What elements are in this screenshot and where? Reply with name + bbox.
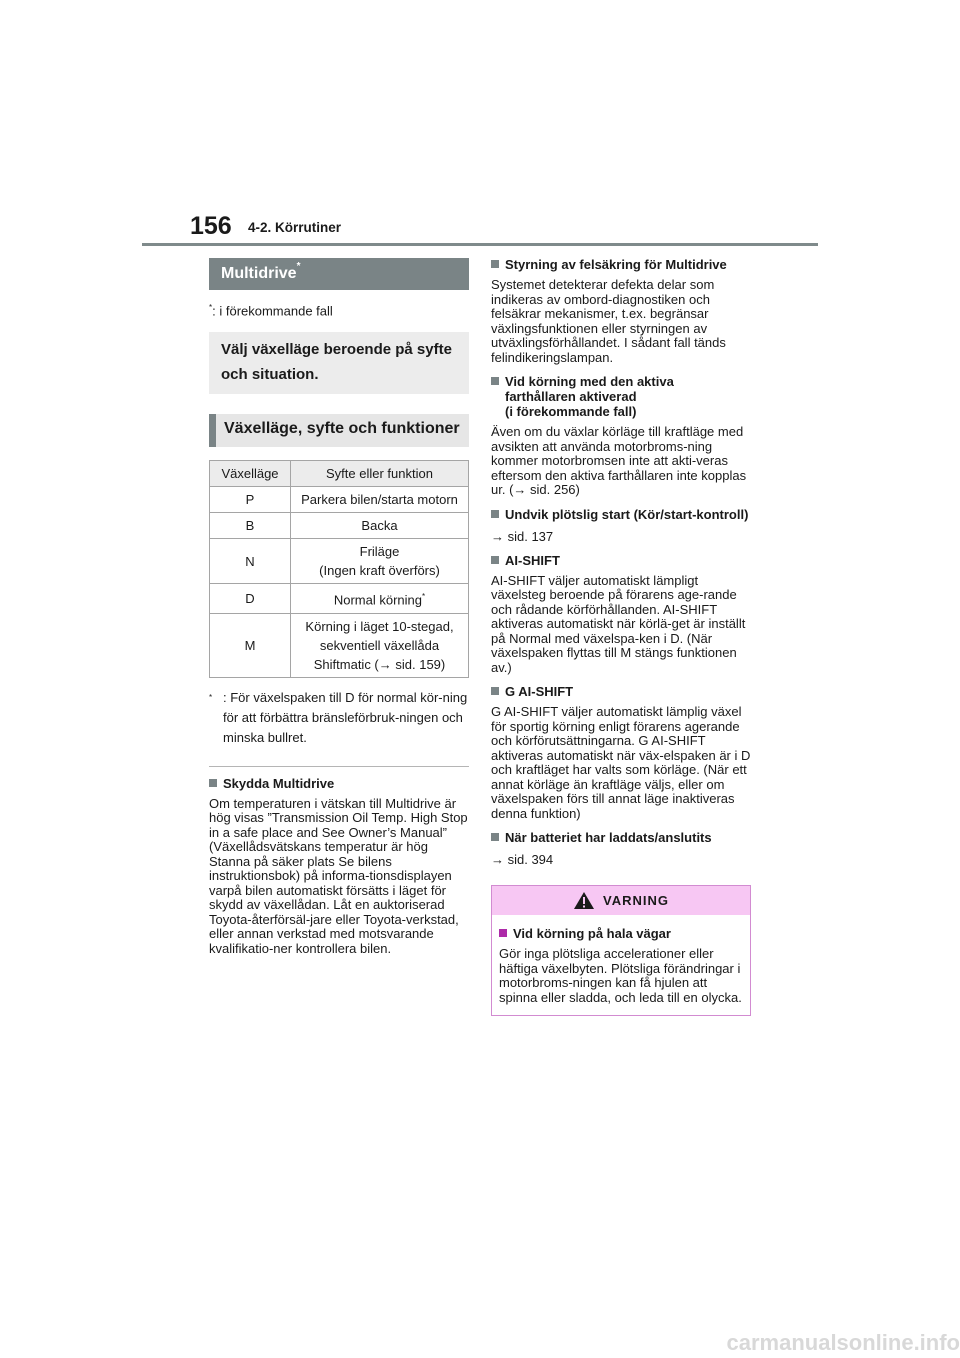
warning-body — [492, 915, 750, 1015]
gear-cell: N — [210, 539, 291, 584]
bullet-square-icon — [491, 377, 499, 385]
gear-cell: D — [210, 584, 291, 613]
warning-text: Gör inga plötsliga accelerationer eller häftiga växelbyten. Plötsliga förändringar i motorbroms-ningen kan få hjulen att spinna eller sladda, och leda till en olycka. — [499, 946, 742, 1005]
gear-cell: B — [210, 513, 291, 539]
warning-triangle-icon — [573, 891, 595, 910]
function-line: sekventiell växellåda — [319, 637, 440, 653]
sudden-start-title: Undvik plötslig start (Kör/start-kontroll) — [505, 506, 749, 522]
table-section-heading: Växelläge, syfte och funktioner — [209, 414, 469, 447]
ai-shift-heading — [491, 553, 753, 568]
cruise-body: Även om du växlar körläge till kraftläge med avsikten att använda motorbroms-ning kommer motorbromsen inte att akti-veras eftersom den aktiva farthållaren inte kopplas ur. (→ sid. 256) — [491, 424, 747, 497]
table-row — [210, 539, 469, 584]
table-footnote — [209, 688, 469, 748]
watermark: carmanualsonline.info — [726, 1330, 960, 1355]
header-rule — [142, 243, 818, 246]
footnote-mark-wrap — [209, 688, 223, 748]
cruise-title — [505, 374, 674, 419]
ai-shift-title: AI-SHIFT — [505, 552, 560, 568]
sudden-start-heading — [491, 507, 753, 522]
cruise-title-line: farthållaren aktiverad — [505, 389, 637, 404]
cruise-heading — [491, 374, 753, 419]
warning-box — [491, 885, 751, 1016]
warning-header — [492, 886, 750, 915]
cruise-title-line: Vid körning med den aktiva — [505, 374, 674, 389]
note-mark: * — [209, 303, 213, 312]
function-cell — [291, 613, 469, 677]
function-mark: * — [422, 592, 426, 602]
bullet-square-icon — [499, 929, 507, 937]
table-row — [210, 487, 469, 513]
table-row — [210, 513, 469, 539]
battery-heading — [491, 830, 753, 845]
bullet-square-icon — [209, 779, 217, 787]
failsafe-heading — [491, 257, 753, 272]
function-cell: Backa — [291, 513, 469, 539]
battery-ref: → sid. 394 — [491, 852, 554, 867]
warning-heading — [499, 926, 743, 941]
gear-cell: M — [210, 613, 291, 677]
battery-title: När batteriet har laddats/anslutits — [505, 830, 712, 845]
multidrive-heading — [209, 258, 469, 290]
intro-box: Välj växelläge beroende på syfte och situation. — [209, 332, 469, 394]
warning-title: Vid körning på hala vägar — [513, 926, 671, 941]
failsafe-body: Systemet detekterar defekta delar som indikeras av ombord-diagnostiken och felsäkrar mekanismer, t.ex. begränsar växlingsfunktionen eller styrningen av utväxlingsförhållandet. I sådant fall tänds felindikeringslampan. — [491, 277, 726, 365]
left-column — [209, 258, 469, 956]
gear-cell: P — [210, 487, 291, 513]
table-row — [210, 613, 469, 677]
function-line: (Ingen kraft överförs) — [319, 563, 440, 579]
bullet-square-icon — [491, 510, 499, 518]
protect-heading — [209, 776, 469, 791]
multidrive-title: Multidrive — [221, 265, 297, 282]
gear-table — [209, 460, 469, 677]
availability-note — [209, 299, 469, 319]
section-title: 4-2. Körrutiner — [248, 220, 342, 235]
g-ai-shift-title: G AI-SHIFT — [505, 684, 574, 699]
header-function: Syfte eller funktion — [291, 461, 469, 487]
g-ai-shift-body: G AI-SHIFT väljer automatiskt lämplig växel för sportig körning enligt förarens agerande och körförutsättningarna. G AI-SHIFT aktiveras automatiskt när väx-elspaken är i D och kraftläget har valts som körläge. (När ett annat körläge än kraftläge väljs, eller om växelspaken förs till annat läge inaktiveras denna funktion) — [491, 704, 751, 821]
protect-title: Skydda Multidrive — [223, 775, 335, 791]
g-ai-shift-heading — [491, 684, 753, 699]
protect-body: Om temperaturen i vätskan till Multidrive är hög visas ”Transmission Oil Temp. High Stop in a safe place and See Owner’s Manual” (Växellådsvätskans temperatur är hög Stanna på säker plats Se bilens instruktionsbok) på informa-tionsdisplayen varpå bilen automatiskt försätts i läget för skydd av växellådan. Låt en auktoriserad Toyota-återförsäl-jare eller Toyota-verkstad, eller annan verkstad med motsvarande kvalifikatio-ner kontrollera bilen. — [209, 795, 468, 956]
footnote-text: : För växelspaken till D för normal kör-ning för att förbättra bränsleförbruk-ningen och minska bullret. — [223, 689, 468, 745]
right-column — [491, 257, 753, 1016]
bullet-square-icon — [491, 556, 499, 564]
function-text: Normal körning — [333, 592, 423, 608]
sudden-start-ref: → sid. 137 — [491, 528, 554, 544]
table-header-row — [210, 461, 469, 487]
function-cell — [291, 584, 469, 613]
divider — [209, 766, 469, 767]
warning-label: VARNING — [603, 893, 669, 908]
bullet-square-icon — [491, 833, 499, 841]
table-row — [210, 584, 469, 613]
footnote-mark: * — [209, 692, 213, 702]
cruise-title-line: (i förekommande fall) — [505, 404, 637, 419]
multidrive-title-mark: * — [296, 261, 301, 272]
function-line: Friläge — [359, 544, 400, 560]
header-gear: Växelläge — [210, 461, 291, 487]
bullet-square-icon — [491, 687, 499, 695]
bullet-square-icon — [491, 260, 499, 268]
function-line: Shiftmatic (→ sid. 159) — [313, 656, 446, 672]
function-line: Körning i läget 10-stegad, — [305, 618, 454, 634]
ai-shift-body: AI-SHIFT väljer automatiskt lämpligt växelsteg beroende på förarens age-rande och rådande körförhållanden. AI-SHIFT aktiveras automatiskt när körlä-get är inställt på Normal med växelspa-ken i D. (När växelspaken flyttas till M stängs funktionen av.) — [491, 572, 746, 675]
function-cell — [291, 539, 469, 584]
note-text: : i förekommande fall — [212, 303, 333, 319]
failsafe-title: Styrning av felsäkring för Multidrive — [505, 257, 727, 272]
function-cell: Parkera bilen/starta motorn — [291, 487, 469, 513]
page-number: 156 — [190, 212, 232, 240]
